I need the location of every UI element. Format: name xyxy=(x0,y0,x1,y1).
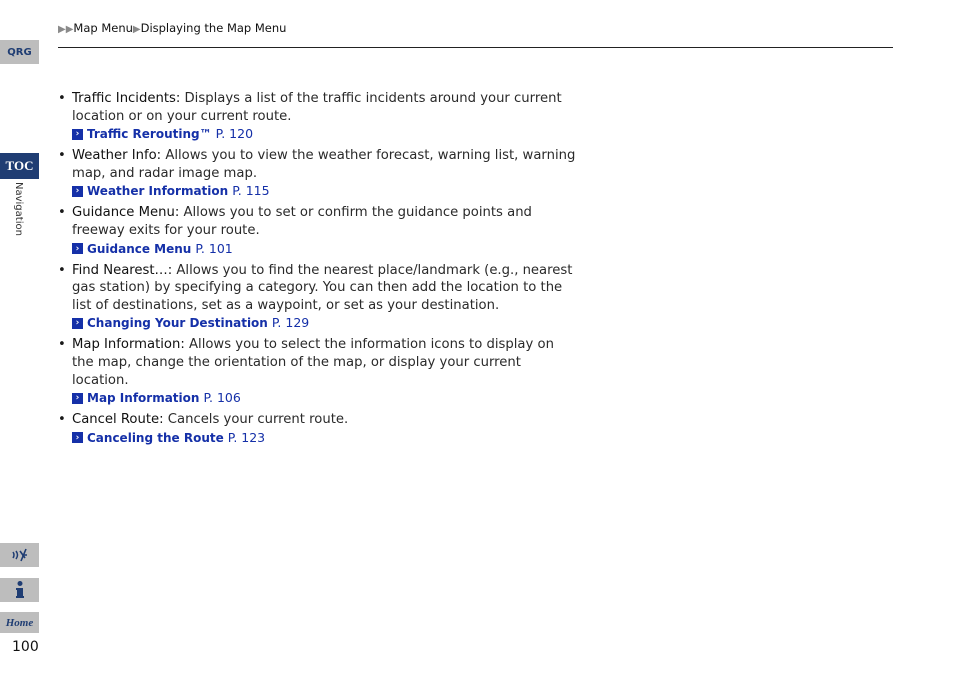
ref-page[interactable]: P. 120 xyxy=(215,126,254,142)
ref-title[interactable]: Guidance Menu xyxy=(87,241,192,256)
cross-reference-link[interactable] xyxy=(72,389,578,407)
section-label: Navigation xyxy=(13,182,24,236)
link-arrow-icon: › xyxy=(72,129,83,140)
bullet: • xyxy=(58,91,66,106)
bullet: • xyxy=(58,205,66,221)
item-description: Allows you to find the nearest place/landmark (e.g., nearest gas station) by specifying a category. You can then add the location to the list of destinations, set as a waypoint, or set as your destination. xyxy=(72,262,573,313)
qrg-label: QRG xyxy=(7,46,32,58)
bullet: • xyxy=(58,148,66,164)
ref-title[interactable]: Traffic Rerouting™ xyxy=(87,127,212,142)
info-icon xyxy=(13,580,27,600)
item-description: Cancels your current route. xyxy=(167,412,349,428)
ref-title[interactable]: Canceling the Route xyxy=(87,430,224,445)
item-term: Map Information: xyxy=(72,337,185,353)
ref-title[interactable]: Map Information xyxy=(87,391,200,406)
link-arrow-icon: › xyxy=(72,393,83,404)
link-arrow-icon: › xyxy=(72,432,83,443)
list-item xyxy=(58,90,578,143)
ref-title[interactable]: Weather Information xyxy=(87,184,229,199)
header-divider xyxy=(58,47,893,48)
cross-reference-link[interactable] xyxy=(72,125,578,143)
list-item xyxy=(58,147,578,200)
info-tab[interactable] xyxy=(0,578,39,602)
ref-page[interactable]: P. 129 xyxy=(271,315,310,331)
breadcrumb-link-map-menu[interactable]: Map Menu xyxy=(73,21,133,35)
item-term: Weather Info: xyxy=(72,148,162,164)
link-arrow-icon: › xyxy=(72,243,83,254)
bullet: • xyxy=(58,337,66,353)
toc-tab[interactable] xyxy=(0,153,39,179)
link-arrow-icon: › xyxy=(72,318,83,329)
toc-label: TOC xyxy=(5,158,34,173)
ref-page[interactable]: P. 106 xyxy=(203,390,241,406)
home-tab[interactable] xyxy=(0,612,39,633)
item-description: Allows you to set or confirm the guidance points and freeway exits for your route. xyxy=(72,205,532,238)
item-term: Find Nearest…: xyxy=(72,262,173,278)
voice-command-tab[interactable] xyxy=(0,543,39,567)
cross-reference-link[interactable] xyxy=(72,314,578,332)
breadcrumb xyxy=(58,21,286,35)
item-term: Cancel Route: xyxy=(72,412,164,428)
cross-reference-link[interactable] xyxy=(72,429,578,447)
link-arrow-icon: › xyxy=(72,186,83,197)
cross-reference-link[interactable] xyxy=(72,182,578,200)
page-number: 100 xyxy=(12,639,39,655)
list-item xyxy=(58,336,578,407)
item-description: Displays a list of the traffic incidents around your current location or on your current route. xyxy=(72,91,562,124)
ref-page[interactable]: P. 123 xyxy=(227,429,266,445)
list-item xyxy=(58,204,578,257)
list-item xyxy=(58,262,578,333)
ref-title[interactable]: Changing Your Destination xyxy=(87,316,268,331)
breadcrumb-arrow-icon: ▶▶ xyxy=(58,24,74,35)
breadcrumb-current: Displaying the Map Menu xyxy=(140,21,287,35)
bullet: • xyxy=(58,262,66,278)
ref-page[interactable]: P. 115 xyxy=(232,183,270,199)
home-label: Home xyxy=(5,616,34,629)
item-description: Allows you to select the information icons to display on the map, change the orientation of the map, or display your current location. xyxy=(72,337,554,388)
qrg-tab[interactable] xyxy=(0,40,39,64)
breadcrumb-arrow-icon: ▶ xyxy=(132,24,141,35)
menu-item-list xyxy=(58,90,578,451)
ref-page[interactable]: P. 101 xyxy=(195,240,233,256)
item-description: Allows you to view the weather forecast, warning list, warning map, and radar image map. xyxy=(72,148,576,181)
list-item xyxy=(58,411,578,447)
voice-command-icon xyxy=(10,546,30,564)
cross-reference-link[interactable] xyxy=(72,240,578,258)
item-term: Traffic Incidents: xyxy=(72,91,181,106)
bullet: • xyxy=(58,412,66,428)
item-term: Guidance Menu: xyxy=(72,205,180,221)
